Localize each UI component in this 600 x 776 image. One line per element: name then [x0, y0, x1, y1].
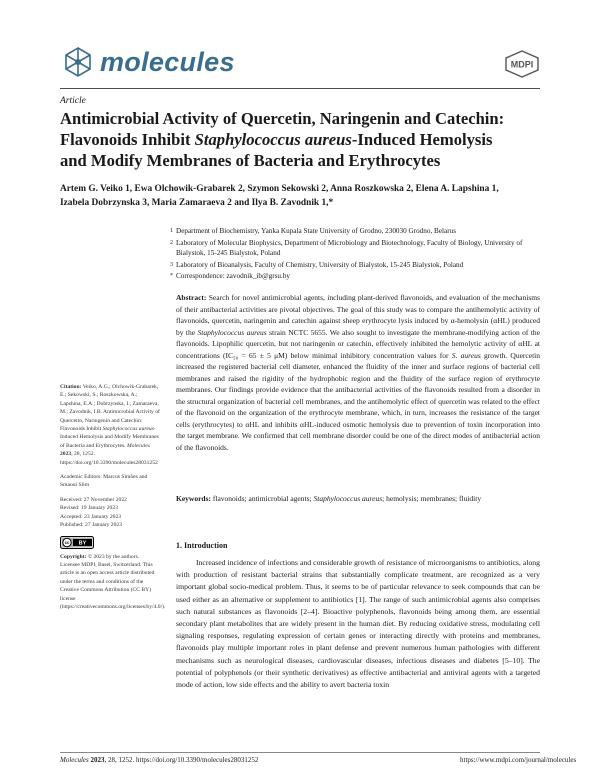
- article-type: Article: [60, 96, 86, 106]
- citation-journal: Molecules: [126, 442, 150, 449]
- title-line-1: Antimicrobial Activity of Quercetin, Naringenin and Catechin:: [60, 109, 505, 128]
- title-line-2-italic: Staphylococcus aureus: [194, 130, 352, 149]
- title-line-2-pre: Flavonoids Inhibit: [60, 130, 195, 149]
- mdpi-logo-icon: [504, 50, 540, 78]
- accepted-date: Accepted: 23 January 2023: [60, 513, 122, 520]
- abstract-label: Abstract:: [176, 293, 207, 302]
- keywords-text: flavonoids; antimicrobial agents;: [211, 494, 314, 503]
- copyright: [60, 553, 166, 612]
- footer-divider: [60, 752, 540, 753]
- received-date: Received: 27 November 2022: [60, 496, 127, 503]
- published-date: Published: 27 January 2023: [60, 522, 122, 529]
- author-list: [60, 183, 530, 210]
- revised-date: Revised: 19 January 2023: [60, 505, 118, 512]
- affiliation-text: Laboratory of Molecular Biophysics, Department of Microbiology and Biotechnology, Faculty of Biology, University of Bialystok, 15-245 Bialystok, Poland: [176, 239, 523, 257]
- footer-citation: [60, 756, 258, 764]
- keywords-italic: Staphylococcus aureus: [313, 494, 383, 503]
- citation-italic: Staphylococcus aureus: [102, 426, 154, 433]
- affiliation-1: [170, 226, 546, 236]
- footer-doi[interactable]: , 28, 1252. https://doi.org/10.3390/molecules28031252: [104, 756, 259, 764]
- footer-journal: Molecules: [60, 756, 89, 764]
- citation: [60, 383, 160, 467]
- introduction-text: [176, 557, 540, 691]
- journal-name: molecules: [100, 47, 235, 77]
- abstract-italic: S. aureus: [451, 350, 481, 360]
- authors-line-2: Izabela Dobrzynska 3, Maria Zamaraeva 2 and Ilya B. Zavodnik 1,*: [60, 197, 334, 208]
- footer-journal-url[interactable]: https://www.mdpi.com/journal/molecules: [460, 756, 577, 764]
- svg-text:BY: BY: [78, 540, 87, 546]
- affiliation-number: *: [170, 273, 173, 279]
- citation-doi[interactable]: , 28, 1252. https://doi.org/10.3390/molecules28031252: [60, 451, 158, 466]
- section-heading-introduction: 1. Introduction: [176, 541, 228, 550]
- copyright-label: Copyright:: [60, 553, 87, 560]
- abstract-text: growth. Quercetin increased the registered bacterial cell diameter, enhanced the fluidity of the inner and surface regions of bacterial cell membranes and raised the rigidity of the hydrophobic region and the fluidity of the surface region of erythrocyte membranes. Our findings provide evidence that the antibacterial activities of the flavonoids resulted from a disorder in the structural organization of bacterial cell membranes, and the antihemolytic effect of quercetin was related to the effect of the flavonoid on the organization of the erythrocyte membrane, which, in turn, increases the resistance of the target cells (erythrocytes) to αHL and inhibits αHL-induced osmotic hemolysis due to prevention of toxin incorporation into the target membrane. We confirmed that cell membrane disorder could be one of the direct modes of antibacterial action of the flavonoids.: [176, 350, 540, 452]
- svg-text:cc: cc: [64, 539, 70, 545]
- footer-year: 2023: [88, 756, 105, 764]
- title-line-3: and Modify Membranes of Bacteria and Erythrocytes: [60, 151, 441, 170]
- cc-by-license-icon[interactable]: [60, 536, 94, 549]
- academic-editors: Academic Editors: Marcus Simões and Smaoui Slim: [60, 474, 148, 489]
- abstract: [176, 292, 540, 453]
- citation-label: Citation:: [60, 384, 82, 390]
- header-divider: [60, 88, 540, 89]
- affiliation-2: [170, 238, 546, 258]
- affiliation-text: Department of Biochemistry, Yanka Kupala State University of Grodno, 230030 Grodno, Belarus: [176, 227, 456, 235]
- copyright-text: © 2023 by the authors. Licensee MDPI, Basel, Switzerland. This article is an open access article distributed under the terms and conditions of the Creative Commons Attribution (CC BY) license (https://creativecommons.org/licenses/by/4.0/).: [60, 553, 166, 610]
- sidebar: [60, 383, 166, 611]
- citation-text: -Induced Hemolysis and Modify Membranes of Bacteria and Erythrocytes.: [60, 426, 159, 449]
- affiliation-number: 3: [170, 262, 173, 268]
- title-line-2: [60, 129, 550, 150]
- citation-text: Veiko, A.G.; Olchowik-Grabarek, E.; Sekowski, S.; Roszkowska, A.; Lapshina, E.A.; Dobrzynska, I.; Zamaraeva, M.; Zavodnik, I.B. Antimicrobial Activity of Quercetin, Naringenin and Catechin: Flavonoids Inhibit: [60, 384, 160, 433]
- correspondence: [170, 271, 546, 281]
- keywords-label: Keywords:: [176, 494, 211, 503]
- citation-year: 2023: [60, 451, 72, 458]
- affiliation-number: 1: [170, 228, 173, 234]
- article-title: [60, 108, 550, 171]
- affiliation-text: Laboratory of Bioanalysis, Faculty of Chemistry, University of Bialystok, 15-245 Bialystok, Poland: [176, 261, 464, 269]
- keywords: [176, 493, 540, 504]
- molecules-logo-icon: [60, 44, 96, 80]
- introduction-paragraph: Increased incidence of infections and considerable growth of resistance of microorganisms to antibiotics, along with production of resistant bacterial strains that substantially complicate treatment, are recognized as a very important global socio-medical problem. Thus, it seems to be of particular relevance to seek compounds that can be used either as an alternative or supplement to antibiotics [1]. The range of such antimicrobial agents also comprises such natural substances as flavonoids [2–4]. Bioactive polyphenols, flavonoids being among them, are essential secondary plant metabolites that are widely present in the human diet. By reducing oxidative stress, modulating cell signaling responses, regulating expression of certain genes or interacting directly with proteins and membranes, flavonoids play multiple important roles in plant defense and prevent numerous human pathologies with different mechanisms such as neurological diseases, cardiovascular diseases, infectious diseases and diabetes [5–10]. The potential of polyphenols (or their synthetic derivatives) as effective antibacterial and antiviral agents with a targeted mode of action, low side effects and the ability to avert bacteria toxin: [176, 558, 540, 690]
- abstract-italic: Staphylococcus aureus: [197, 327, 267, 337]
- abstract-text: strain NCTC 5655. We also sought to investigate the membrane-modifying action of the flavonoids. Lipophilic quercetin, but not naringenin or catechin, effectively inhibited the hemolytic activity of αHL at concentrations (IC₅₀ = 65 ± 5 μM) below minimal inhibitory concentration values for: [176, 327, 540, 360]
- affiliation-text[interactable]: Correspondence: zavodnik_ib@grsu.by: [176, 272, 291, 280]
- affiliation-number: 2: [170, 240, 173, 246]
- authors-line-1: Artem G. Veiko 1, Ewa Olchowik-Grabarek 2, Szymon Sekowski 2, Anna Roszkowska 2, Elena A. Lapshina 1,: [60, 184, 499, 194]
- affiliation-3: [170, 260, 546, 270]
- keywords-text: ; hemolysis; membranes; fluidity: [382, 494, 482, 503]
- mdpi-logo-text: MDPI: [510, 59, 534, 70]
- title-line-2-post: -Induced Hemolysis: [351, 130, 493, 149]
- abstract-text: Search for novel antimicrobial agents, including plant-derived flavonoids, and evaluation of the mechanisms of their antibacterial activities are pivotal objectives. The goal of this study was to compare the antihemolytic activity of flavonoids, quercetin, naringenin and catechin against sheep erythrocyte lysis induced by α-hemolysin (αHL) produced by the: [176, 293, 540, 337]
